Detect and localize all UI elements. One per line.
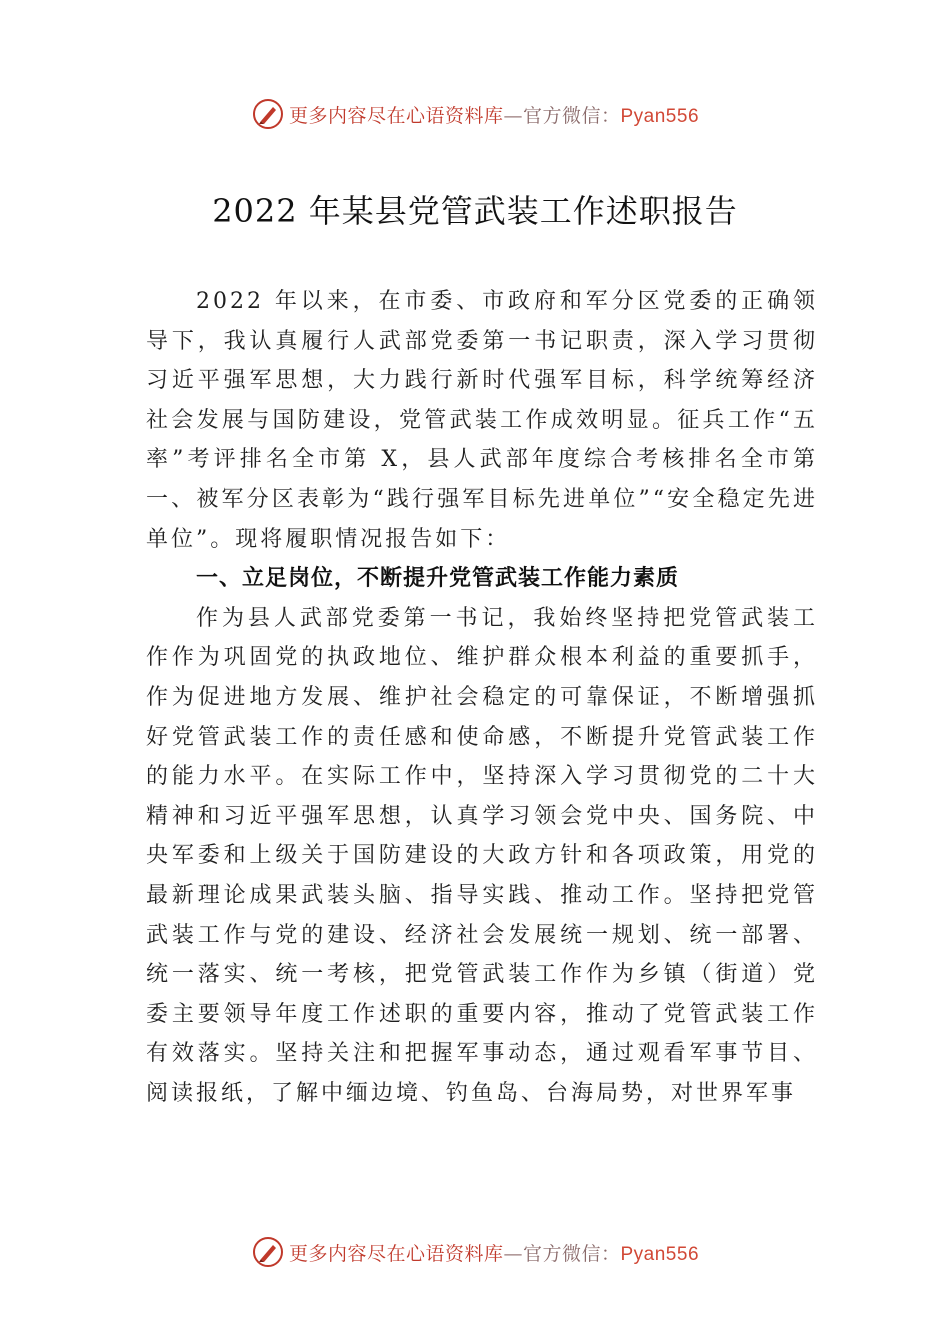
watermark-banner-bottom xyxy=(0,1232,950,1272)
pen-nib-circle-logo xyxy=(251,1235,285,1269)
watermark-separator: — xyxy=(503,1242,523,1265)
pen-nib-circle-logo xyxy=(251,97,285,131)
watermark-separator: — xyxy=(503,104,523,127)
watermark-label: 官方微信： xyxy=(522,104,621,127)
watermark-banner-top xyxy=(0,94,950,134)
document-body xyxy=(146,282,818,1113)
intro-paragraph: 2022 年以来，在市委、市政府和军分区党委的正确领导下，我认真履行人武部党委第一书记职责，深入学习贯彻习近平强军思想，大力践行新时代强军目标，科学统筹经济社会发展与国防建设，党管武装工作成效明显。征兵工作“五率”考评排名全市第 X，县人武部年度综合考核排名全市第一、被军分区表彰为“践行强军目标先进单位”“安全稳定先进单位”。现将履职情况报告如下： xyxy=(146,289,818,552)
watermark-text xyxy=(289,101,699,128)
watermark-label: 官方微信： xyxy=(522,1242,621,1265)
document-title: 2022 年某县党管武装工作述职报告 xyxy=(212,192,738,230)
watermark-text xyxy=(289,1239,699,1266)
section-heading: 一、立足岗位，不断提升党管武装工作能力素质 xyxy=(196,566,680,592)
section-paragraph: 作为县人武部党委第一书记，我始终坚持把党管武装工作作为巩固党的执政地位、维护群众根本利益的重要抓手， 作为促进地方发展、维护社会稳定的可靠保证，不断增强抓好党管武装工作的责任感和使命感，不断提升党管武装工作的能力水平。在实际工作中，坚持深入学习贯彻党的二十大精神和习近平强军思想，认真学习领会党中央、国务院、中央军委和上级关于国防建设的大政方针和各项政策，用党的最新理论成果武装头脑、指导实践、推动工作。坚持把党管武装工作与党的建设、经济社会发展统一规划、统一部署、 统一落实、统一考核，把党管武装工作作为乡镇（街道）党委主要领导年度工作述职的重要内容，推动了党管武装工作有效落实。坚持关注和把握军事动态，通过观看军事节目、 阅读报纸，了解中缅边境、钓鱼岛、台海局势，对世界军事 xyxy=(146,605,818,1106)
watermark-wechat-id: Pyan556 xyxy=(620,105,700,127)
watermark-slogan: 更多内容尽在心语资料库 xyxy=(288,104,504,127)
watermark-slogan: 更多内容尽在心语资料库 xyxy=(288,1242,504,1265)
watermark-wechat-id: Pyan556 xyxy=(620,1243,700,1265)
